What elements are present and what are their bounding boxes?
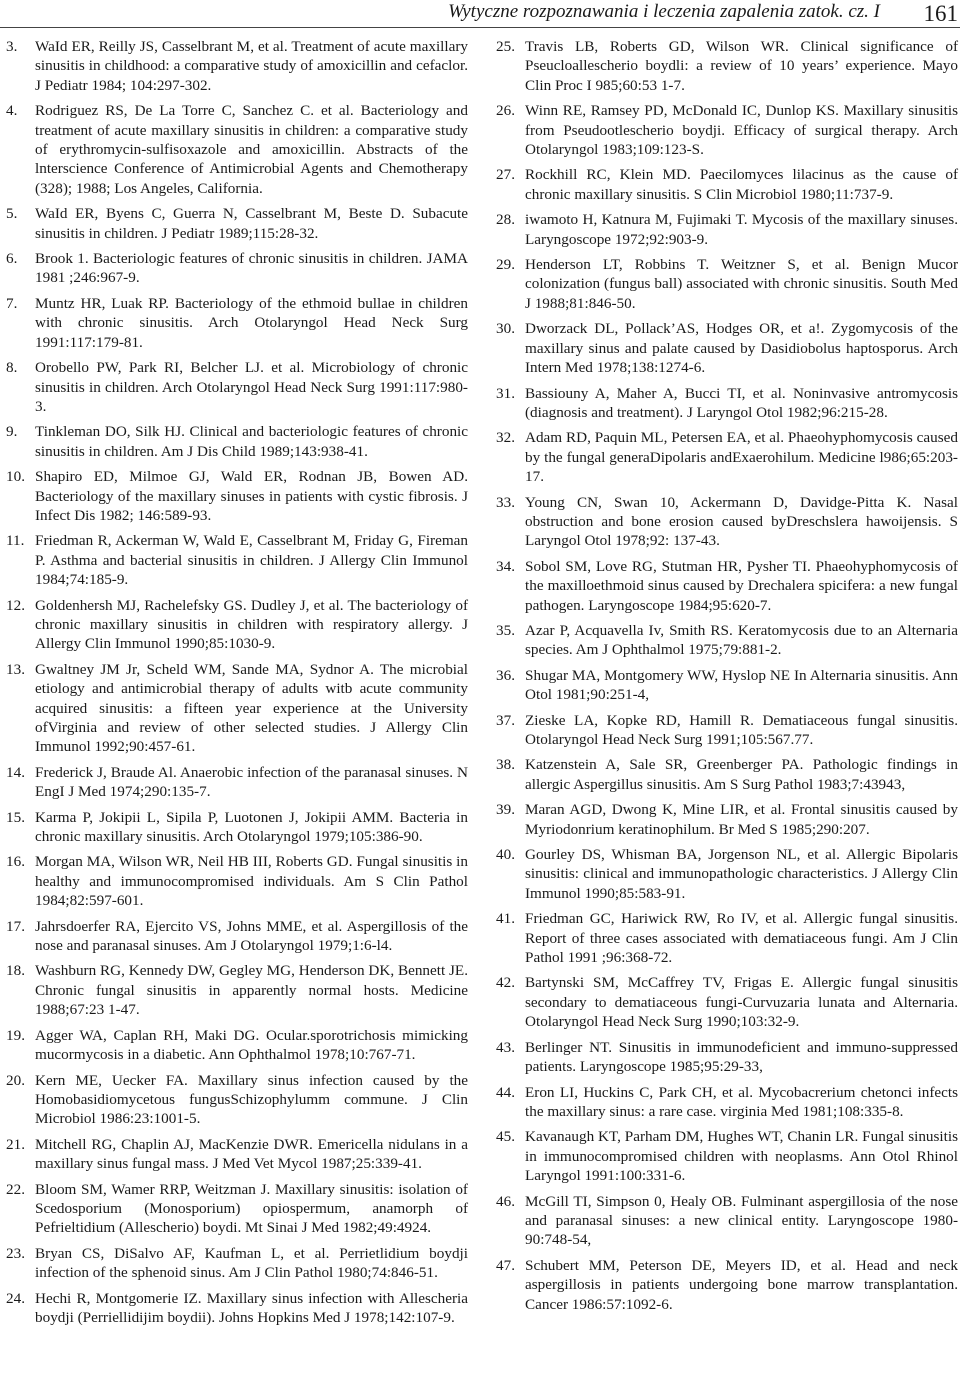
- reference-item: [6, 101, 468, 198]
- reference-number: 28.: [496, 211, 515, 229]
- reference-number: 44.: [496, 1083, 515, 1101]
- reference-number: 27.: [496, 166, 515, 184]
- reference-number: 32.: [496, 429, 515, 447]
- reference-item: [6, 917, 468, 956]
- reference-number: 29.: [496, 256, 515, 274]
- reference-item: [6, 961, 468, 1019]
- reference-text: Eron LI, Huckins C, Park CH, et al. Mycobacrerium chetonci infects the maxillary sinus: a rare case. virginia Med 1981;108:335-8.: [525, 1083, 958, 1120]
- reference-item: [496, 973, 958, 1031]
- reference-number: 7.: [6, 294, 18, 312]
- reference-number: 15.: [6, 808, 25, 826]
- reference-item: [496, 1127, 958, 1185]
- reference-number: 3.: [6, 38, 18, 55]
- page-number: 161: [923, 1, 958, 26]
- reference-item: [496, 666, 958, 705]
- reference-item: [6, 763, 468, 802]
- reference-number: 46.: [496, 1192, 515, 1210]
- reference-item: [6, 1135, 468, 1174]
- reference-item: [6, 596, 468, 654]
- reference-number: 4.: [6, 102, 18, 120]
- reference-number: 40.: [496, 846, 515, 864]
- reference-item: [6, 660, 468, 757]
- reference-number: 38.: [496, 756, 515, 774]
- left-reference-column: [6, 37, 468, 1333]
- reference-text: Washburn RG, Kennedy DW, Gegley MG, Henderson DK, Bennett JE. Chronic fungal sinusitis in apparently normal hosts. Medicine 1988;67:23 1-47.: [35, 962, 468, 1019]
- reference-item: [6, 1026, 468, 1065]
- reference-item: [496, 711, 958, 750]
- reference-item: [496, 428, 958, 486]
- reference-item: [6, 467, 468, 525]
- reference-item: [496, 493, 958, 551]
- reference-item: [6, 249, 468, 288]
- reference-number: 33.: [496, 493, 515, 511]
- reference-item: [496, 845, 958, 903]
- reference-text: Azar P, Acquavella Iv, Smith RS. Keratomycosis due to an Alternaria species. Am J Ophthalmol 1975;79:881-2.: [525, 621, 958, 659]
- reference-number: 23.: [6, 1244, 25, 1262]
- reference-text: Bassiouny A, Maher A, Bucci TI, et al. Noninvasive antromycosis (diagnosis and treatment). J Laryngol Otol 1982;96:215-28.: [525, 384, 958, 421]
- reference-text: Sobol SM, Love RG, Stutman HR, Pysher TI. Phaeohyphomycosis of the maxilloethmoid sinus caused by Drechalera spicifera: a new fungal pathogen. Laryngoscope 1984;95:620-7.: [525, 557, 958, 614]
- reference-number: 19.: [6, 1026, 25, 1044]
- reference-text: Katzenstein A, Sale SR, Greenberger PA. Pathologic findings in allergic Aspergillus sinusitis. Am S Surg Pathol 1983;7:43943,: [525, 756, 958, 793]
- reference-text: Friedman R, Ackerman W, Wald E, Casselbrant M, Friday G, Fireman P. Asthma and bacterial sinusitis in children. J Allergy Clin Immunol 1984;74:185-9.: [35, 532, 468, 589]
- reference-number: 42.: [496, 974, 515, 992]
- reference-text: Agger WA, Caplan RH, Maki DG. Ocular.sporotrichosis mimicking mucormycosis in a diabetic. Ann Ophthalmol 1978;10:767-71.: [35, 1026, 468, 1064]
- reference-item: [496, 621, 958, 660]
- reference-text: Zieske LA, Kopke RD, Hamill R. Dematiaceous fungal sinusitis. Otolaryngol Head Neck Surg 1991;105:567.77.: [525, 711, 958, 748]
- reference-number: 35.: [496, 621, 515, 639]
- reference-text: Frederick J, Braude Al. Anaerobic infection of the paranasal sinuses. N EngI J Med 1974;290:135-7.: [35, 763, 468, 801]
- reference-text: Kern ME, Uecker FA. Maxillary sinus infection caused by the Homobasidiomycetous fungusSchizophylumm commune. J Clin Microbiol 1986:23:1001-5.: [35, 1071, 468, 1128]
- reference-text: WaId ER, Reilly JS, Casselbrant M, et al. Treatment of acute maxillary sinusitis in childhood: a comparative study of amoxicillin and cefaclor. J Pediatr 1984; 104:297-302.: [35, 38, 468, 94]
- reference-number: 45.: [496, 1128, 515, 1146]
- reference-text: Schubert MM, Peterson DE, Meyers ID, et al. Head and neck aspergillosis in patients undergoing bone marrow transplantation. Cancer 1986:57:1092-6.: [525, 1256, 958, 1313]
- reference-number: 20.: [6, 1071, 25, 1089]
- reference-text: Rockhill RC, Klein MD. Paecilomyces lilacinus as the cause of chronic maxillary sinusitis. S Clin Microbiol 1980;11:737-9.: [525, 166, 958, 203]
- reference-text: Shapiro ED, Milmoe GJ, Wald ER, Rodnan JB, Bowen AD. Bacteriology of the maxillary sinuses in patients with cystic fibrosis. J Infect Dis 1982; 146:589-93.: [35, 468, 468, 524]
- reference-text: Henderson LT, Robbins T. Weitzner S, et al. Benign Mucor colonization (fungus ball) associated with chronic sinusitis. South Med J 1988;81:846-50.: [525, 256, 958, 312]
- reference-text: Tinkleman DO, Silk HJ. Clinical and bacteriologic features of chronic sinusitis in children. Am J Dis Child 1989;143:938-41.: [35, 423, 468, 460]
- reference-item: [6, 1071, 468, 1129]
- reference-item: [6, 808, 468, 847]
- reference-item: [496, 557, 958, 615]
- reference-number: 12.: [6, 596, 25, 614]
- reference-text: Karma P, Jokipii L, Sipila P, Luotonen J, Jokipii AMM. Bacteria in chronic maxillary sinusitis. Arch Otolaryngol 1979;105:386-90.: [35, 808, 468, 846]
- reference-number: 47.: [496, 1256, 515, 1274]
- reference-number: 24.: [6, 1289, 25, 1307]
- reference-text: Young CN, Swan 10, Ackermann D, Davidge-Pitta K. Nasal obstruction and bone erosion caused byDreschslera hawoijensis. S Laryngol Otol 1978;92: 137-43.: [525, 493, 958, 550]
- reference-text: Adam RD, Paquin ML, Petersen EA, et al. Phaeohyphomycosis caused by the fungal generaDipolaris andExaerohilum. Medicine l986;65:203-17.: [525, 429, 958, 486]
- reference-item: [6, 1244, 468, 1283]
- reference-text: Hechi R, Montgomerie IZ. Maxillary sinus infection with Allescheria boydji (Perriellidijim boydii). Johns Hopkins Med J 1978;142:107-9.: [35, 1289, 468, 1326]
- reference-item: [496, 210, 958, 249]
- reference-number: 43.: [496, 1038, 515, 1056]
- reference-text: Goldenhersh MJ, Rachelefsky GS. Dudley J, et al. The bacteriology of chronic maxillary sinusitis in children with respiratory allergy. J Allergy Clin Immunol 1990;85:1030-9.: [35, 596, 468, 653]
- reference-text: Dworzack DL, Pollack’AS, Hodges OR, et a!. Zygomycosis of the maxillary sinus and palate caused by Dasidiobolus haptosporus. Arch Intern Med 1978;138:1274-6.: [525, 320, 958, 377]
- reference-item: [496, 800, 958, 839]
- reference-text: McGill TI, Simpson 0, Healy OB. Fulminant aspergillosia of the nose and paranasal sinuses: a new clinical entity. Laryngoscope 1980-90:748-54,: [525, 1192, 958, 1249]
- reference-text: Winn RE, Ramsey PD, McDonald IC, Dunlop KS. Maxillary sinusitis from Pseudootlescherio boydji. Efficacy of surgical therapy. Arch Otolaryngol 1983;109:123-S.: [525, 102, 958, 159]
- reference-text: Orobello PW, Park RI, Belcher LJ. et al. Microbiology of chronic sinusitis in children. Arch Otolaryngol Head Neck Surg 1991:117:980-3.: [35, 359, 468, 415]
- reference-number: 6.: [6, 250, 18, 268]
- reference-text: Brook 1. Bacteriologic features of chronic sinusitis in children. JAMA 1981 ;246:967-9.: [35, 250, 468, 287]
- reference-text: Friedman GC, Hariwick RW, Ro IV, et al. Allergic fungal sinusitis. Report of three cases associated with dematiaceous fungi. Am J Clin Pathol 1991 ;96:368-72.: [525, 910, 958, 967]
- reference-item: [496, 1038, 958, 1077]
- reference-text: Rodriguez RS, De La Torre C, Sanchez C. et al. Bacteriology and treatment of acute maxillary sinusitis in children: a comparative study of erythromycin-sulfisoxazole and amoxicillin. Abstracts of the lnterscience Conference of Antimicrobial Agents and Chemotherapy (328); 1988; Los Angeles, California.: [35, 102, 468, 197]
- reference-number: 22.: [6, 1180, 25, 1198]
- reference-item: [496, 909, 958, 967]
- reference-number: 16.: [6, 853, 25, 871]
- reference-item: [6, 1180, 468, 1238]
- reference-item: [496, 755, 958, 794]
- reference-number: 25.: [496, 38, 515, 55]
- reference-number: 5.: [6, 205, 18, 223]
- reference-item: [496, 37, 958, 95]
- reference-number: 17.: [6, 917, 25, 935]
- reference-text: Travis LB, Roberts GD, Wilson WR. Clinical significance of Pseucloallescherio boydli: a review of 10 years’ experience. Mayo Clin Proc I 985;60:53 1-7.: [525, 38, 958, 94]
- reference-number: 41.: [496, 910, 515, 928]
- reference-item: [496, 319, 958, 377]
- reference-number: 10.: [6, 468, 25, 486]
- reference-item: [6, 1289, 468, 1328]
- reference-text: Bartynski SM, McCaffrey TV, Frigas E. Allergic fungal sinusitis secondary to dematiaceous fungi-Curvuzaria lunata and Alternaria. Otolaryngol Head Neck Surg 1990;103:32-9.: [525, 974, 958, 1031]
- reference-number: 30.: [496, 320, 515, 338]
- reference-item: [6, 422, 468, 461]
- reference-item: [496, 1083, 958, 1122]
- reference-number: 36.: [496, 666, 515, 684]
- reference-item: [6, 531, 468, 589]
- reference-number: 14.: [6, 763, 25, 781]
- reference-number: 21.: [6, 1135, 25, 1153]
- reference-item: [496, 384, 958, 423]
- reference-number: 34.: [496, 557, 515, 575]
- reference-text: iwamoto H, Katnura M, Fujimaki T. Mycosis of the maxillary sinuses. Laryngoscope 1972;92:903-9.: [525, 211, 958, 248]
- reference-item: [496, 1256, 958, 1314]
- reference-text: WaId ER, Byens C, Guerra N, Casselbrant M, Beste D. Subacute sinusitis in children. J Pediatr 1989;115:28-32.: [35, 205, 468, 242]
- page-header: [0, 0, 960, 30]
- reference-text: Gwaltney JM Jr, Scheld WM, Sande MA, Sydnor A. The microbial etiology and antimicrobial therapy of adults witb acute community acquired sinusitis: a fifteen year experience at the University ofVirginia and review of other selected studies. J Allergy Clin Immunol 1992;90:457-61.: [35, 660, 468, 756]
- reference-text: Shugar MA, Montgomery WW, Hyslop NE In Alternaria sinusitis. Ann Otol 1981;90:251-4,: [525, 666, 958, 704]
- reference-item: [6, 294, 468, 352]
- reference-text: Mitchell RG, Chaplin AJ, MacKenzie DWR. Emericella nidulans in a maxillary sinus fungal mass. J Med Vet Mycol 1987;25:339-41.: [35, 1135, 468, 1173]
- header-rule: [0, 27, 960, 28]
- reference-item: [496, 101, 958, 159]
- reference-number: 31.: [496, 384, 515, 402]
- reference-number: 13.: [6, 660, 25, 678]
- reference-item: [496, 1192, 958, 1250]
- reference-text: Jahrsdoerfer RA, Ejercito VS, Johns MME, et al. Aspergillosis of the nose and paranasal sinuses. Am J Otolaryngol 1979;1:6-l4.: [35, 917, 468, 955]
- reference-item: [496, 255, 958, 313]
- reference-text: Morgan MA, Wilson WR, Neil HB III, Roberts GD. Fungal sinusitis in healthy and immunocompromised individuals. Am S Clin Pathol 1984;82:597-601.: [35, 853, 468, 910]
- reference-item: [6, 204, 468, 243]
- reference-number: 39.: [496, 801, 515, 819]
- reference-item: [6, 852, 468, 910]
- reference-text: Maran AGD, Dwong K, Mine LIR, et al. Frontal sinusitis caused by Myriodonrium keratinophilum. Br Med S 1985;290:207.: [525, 801, 958, 838]
- reference-text: Bloom SM, Wamer RRP, Weitzman J. Maxillary sinusitis: isolation of Scedosporium (Monosporium) opiospermum, anamorph of Pefrieltidium (Allescherio) boydi. Mt Sinai J Med 1982;49:4924.: [35, 1180, 468, 1237]
- running-title: Wytyczne rozpoznawania i leczenia zapalenia zatok. cz. I: [448, 1, 880, 22]
- reference-number: 11.: [6, 532, 25, 550]
- reference-number: 8.: [6, 359, 18, 377]
- reference-text: Gourley DS, Whisman BA, Jorgenson NL, et al. Allergic Bipolaris sinusitis: clinical and immunopathologic characteristics. J Allergy Clin Immunol 1990;85:583-91.: [525, 846, 958, 902]
- reference-number: 26.: [496, 102, 515, 120]
- reference-item: [496, 165, 958, 204]
- reference-item: [6, 358, 468, 416]
- reference-text: Berlinger NT. Sinusitis in immunodeficient and immuno-suppressed patients. Laryngoscope 1985;95:29-33,: [525, 1038, 958, 1076]
- reference-item: [6, 37, 468, 95]
- reference-number: 9.: [6, 423, 18, 441]
- reference-number: 37.: [496, 711, 515, 729]
- reference-text: Bryan CS, DiSalvo AF, Kaufman L, et al. Perrietlidium boydji infection of the sphenoid sinus. Am J Clin Pathol 1980;74:846-51.: [35, 1244, 468, 1282]
- reference-text: Kavanaugh KT, Parham DM, Hughes WT, Chanin LR. Fungal sinusitis in immunocompromised children with neoplasms. Ann Otol Rhinol Laryngol 1991:100:331-6.: [525, 1128, 958, 1185]
- right-reference-column: [496, 37, 958, 1320]
- reference-number: 18.: [6, 962, 25, 980]
- reference-text: Muntz HR, Luak RP. Bacteriology of the ethmoid bullae in children with chronic sinusitis. Arch Otolaryngol Head Neck Surg 1991:117:179-81.: [35, 294, 468, 351]
